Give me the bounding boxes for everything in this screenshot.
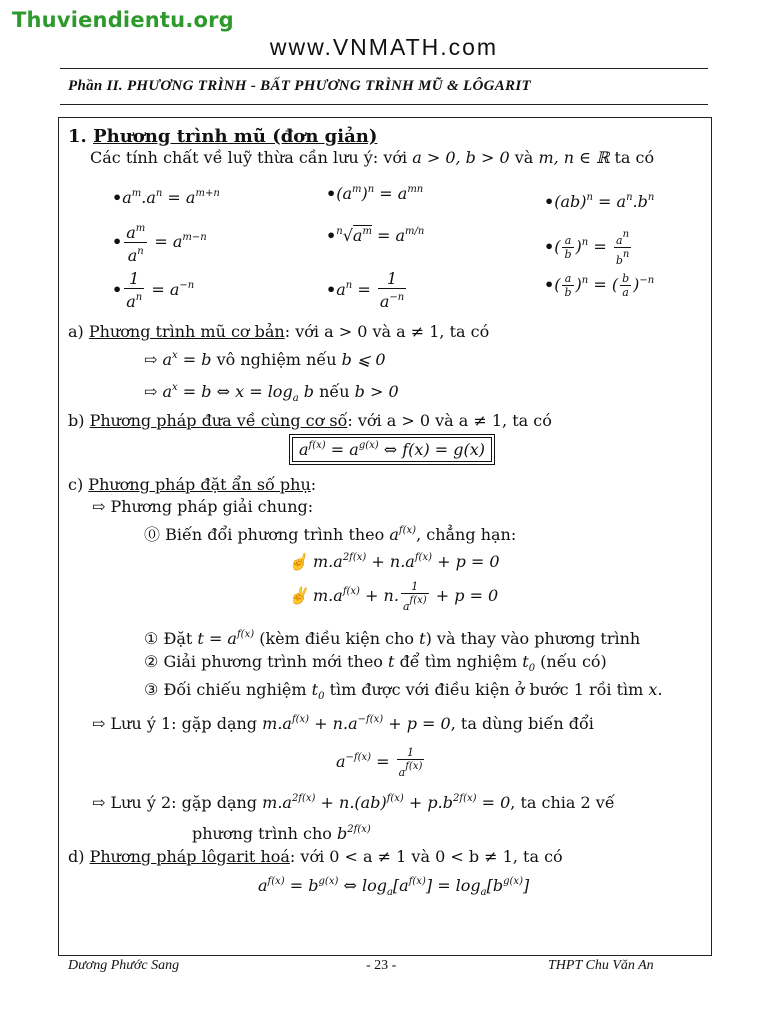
- divider-top: [60, 68, 708, 69]
- general-method: ⇨ Phương pháp giải chung:: [92, 497, 314, 516]
- note-2-line2: phương trình cho $b^{2f(x)}$: [192, 824, 371, 843]
- property-root: $•^n√a^m = a^{m/n}$: [326, 226, 425, 245]
- step-1: ① Đặt $t = a^{f(x)}$ (kèm điều kiện cho t) và thay vào phương trình: [144, 629, 641, 648]
- note-1-formula: $a^{-f(x)}$ = $\frac{1}{af(x)}$: [336, 746, 423, 779]
- subsection-a-heading: a) Phương trình mũ cơ bản: với a > 0 và a ≠ 1, ta có: [68, 322, 490, 341]
- section-heading: 1. Phương trình mũ (đơn giản): [68, 126, 378, 147]
- property-fraction-inverse: •( $\frac{a}{b}$ )$^n$ = ( $\frac{b}{a}$ )$^{-n}$: [544, 272, 655, 299]
- footer-author: Dương Phước Sang: [68, 958, 180, 973]
- example-form-2: ✌ $m.a^{f(x)} + n$. $\frac{1}{af(x)}$ + p = 0: [288, 580, 499, 613]
- same-base-formula: $a^{f(x)} = a^{g(x)}$ ⇔ f(x) = g(x): [292, 440, 492, 459]
- property-quotient-power: •( $\frac{a}{b}$ )$^n$ = $\frac{an}{bn}$: [544, 229, 630, 267]
- step-0: ⓪ Biến đổi phương trình theo $a^{f(x)}$, chẳng hạn:: [144, 525, 517, 544]
- footer-school: THPT Chu Văn An: [548, 958, 654, 973]
- step-3: ③ Đối chiếu nghiệm $t_0$ tìm được với điều kiện ở bước 1 rồi tìm x.: [144, 680, 663, 702]
- property-quotient: • $\frac{a^m}{a^n}$ = $a^{m-n}$: [112, 220, 207, 265]
- note-1: ⇨ Lưu ý 1: gặp dạng $m.a^{f(x)} + n.a^{-f(x)} + p = 0$, ta dùng biến đổi: [92, 714, 594, 733]
- footer-page-number: - 23 -: [366, 958, 397, 973]
- divider-under-title: [60, 104, 708, 105]
- site-logo: Thuviendientu.org: [12, 8, 234, 32]
- property-reciprocal: $•a^n$ = $\frac{1}{a^{-n}}$: [326, 269, 405, 311]
- basic-eq-no-solution: ⇨ $a^x = b$ vô nghiệm nếu b ⩽ 0: [144, 350, 386, 369]
- property-product-power: •(ab)$^n$ = $a^n.b^n$: [544, 192, 655, 211]
- example-form-1: ☝ $m.a^{2f(x)} + n.a^{f(x)} + p = 0$: [288, 552, 500, 571]
- property-negative-exp: • $\frac{1}{a^n}$ = $a^{-n}$: [112, 269, 195, 311]
- subsection-b-heading: b) Phương pháp đưa về cùng cơ số: với a > 0 và a ≠ 1, ta có: [68, 411, 552, 430]
- property-product: $•a^m.a^n = a^{m+n}$: [112, 188, 220, 207]
- logarithm-formula: $a^{f(x)} = b^{g(x)}$ ⇔ $\log_a[a^{f(x)}] = \log_a[b^{g(x)}]$: [258, 876, 530, 898]
- section-intro: Các tính chất về luỹ thừa cần lưu ý: với a > 0, b > 0 và m, n ∈ ℝ ta có: [90, 148, 655, 167]
- subsection-d-heading: d) Phương pháp lôgarit hoá: với 0 < a ≠ 1 và 0 < b ≠ 1, ta có: [68, 847, 563, 866]
- subsection-c-heading: c) Phương pháp đặt ẩn số phụ:: [68, 475, 317, 494]
- part-title: Phần II. PHƯƠNG TRÌNH - BẤT PHƯƠNG TRÌNH MŨ & LÔGARIT: [68, 78, 531, 94]
- site-url[interactable]: www.VNMATH.com: [269, 34, 499, 60]
- note-2: ⇨ Lưu ý 2: gặp dạng $m.a^{2f(x)} + n.(ab)^{f(x)} + p.b^{2f(x)} = 0$, ta chia 2 vế: [92, 793, 615, 812]
- step-2: ② Giải phương trình mới theo t để tìm nghiệm $t_0$ (nếu có): [144, 652, 607, 674]
- basic-eq-solution: ⇨ $a^x = b$ ⇔ $x = \log_a b$ nếu b > 0: [144, 382, 399, 404]
- property-power: $•(a^m)^n = a^{mn}$: [326, 184, 424, 203]
